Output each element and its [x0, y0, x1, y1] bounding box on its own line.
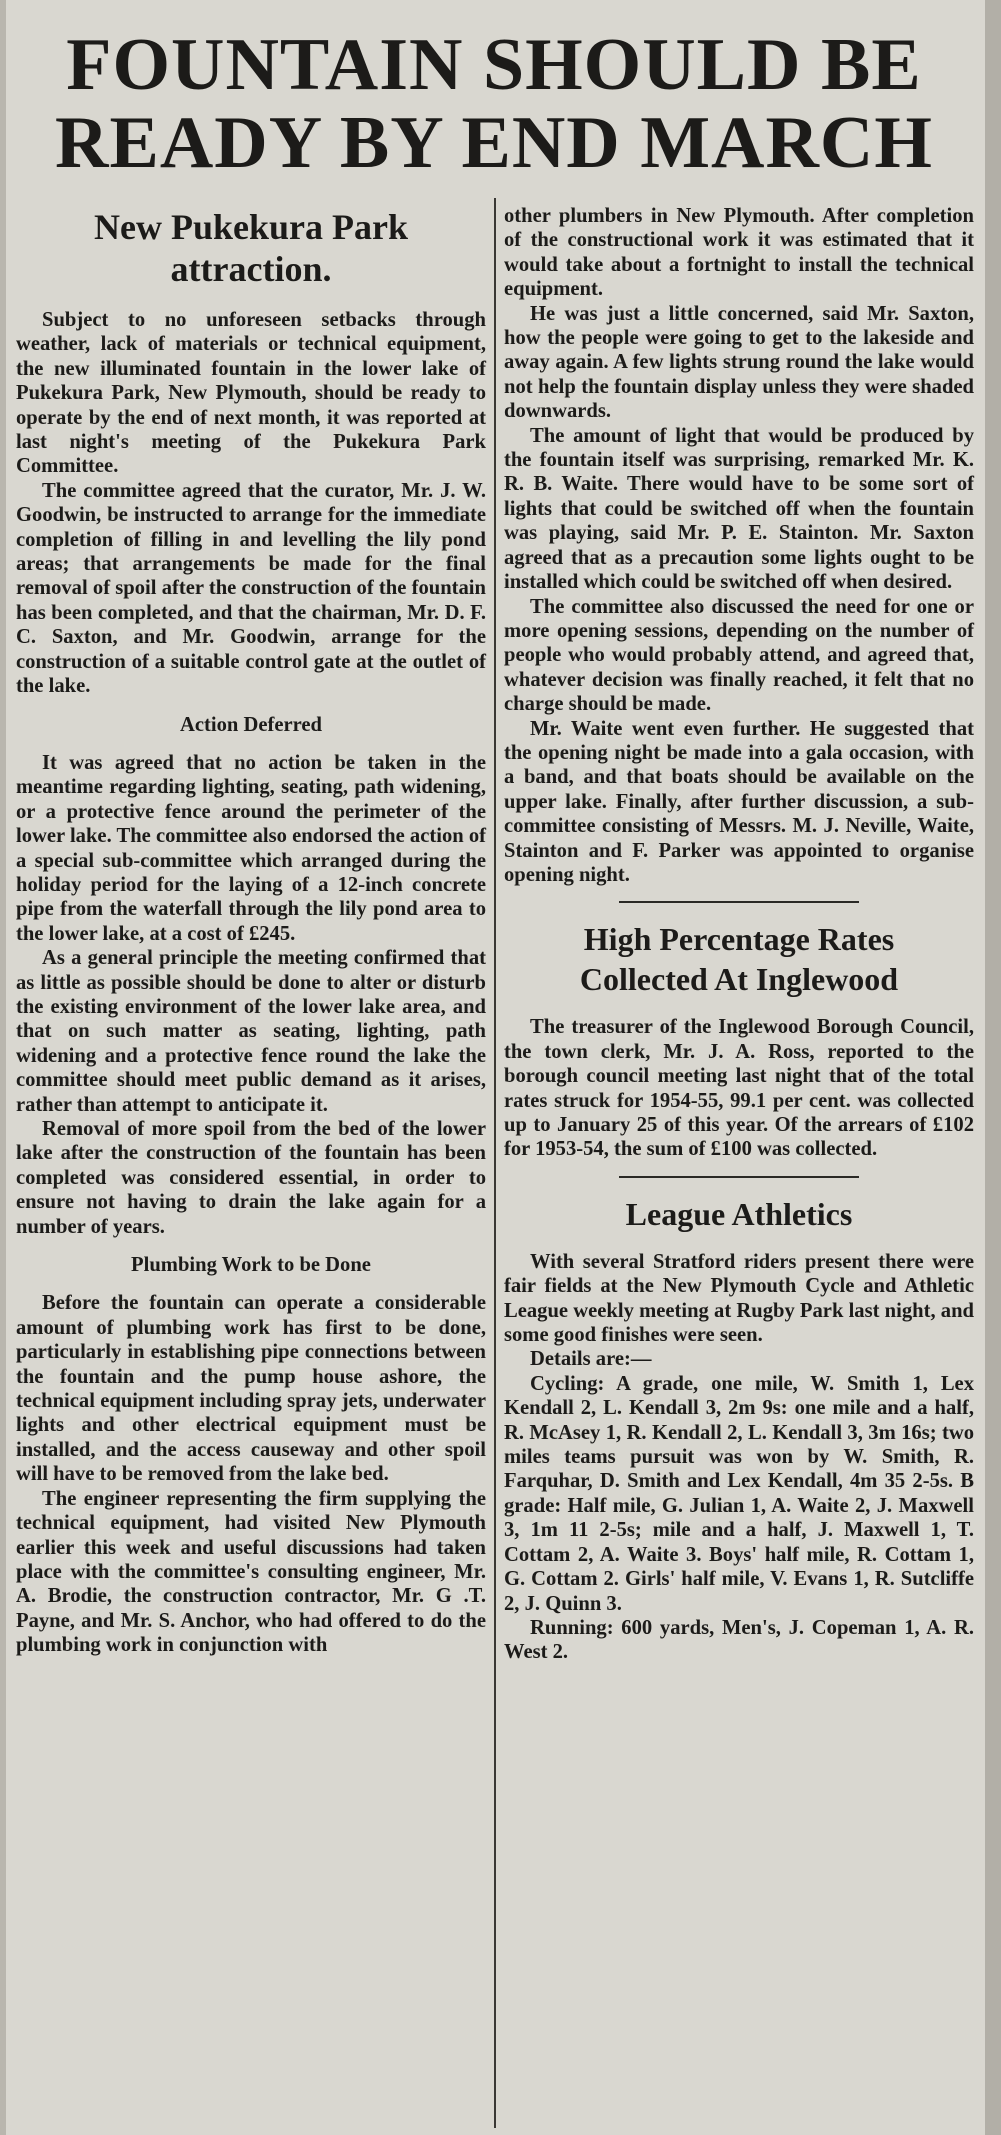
paragraph: Running: 600 yards, Men's, J. Copeman 1, A. R. West 2.	[504, 1616, 974, 1664]
inglewood-headline	[504, 919, 974, 999]
paragraph: Cycling: A grade, one mile, W. Smith 1, Lex Kendall 2, L. Kendall 3, 2m 9s: one mile and a half, R. McAsey 1, R. Kendall 2, L. Kendall 3, 3m 16s; two miles teams pursuit was won by W. Smith, R. Farquhar, D. Smith and Lex Kendall, 4m 35 2-5s. B grade: Half mile, G. Julian 1, A. Waite 2, J. Maxwell 3, 1m 11 2-5s; mile and a half, J. Maxwell 1, T. Cottam 2, A. Waite 3. Boys' half mile, R. Cottam 1, G. Cottam 2. Girls' half mile, V. Evans 1, R. Sutcliffe 2, J. Quinn 3.	[504, 1372, 974, 1615]
paragraph: As a general principle the meeting confirmed that as little as possible should be done to alter or disturb the existing environment of the lower lake area, and that on such matter as seating, lighting, path widening and a protective fence round the lake the committee should meet public demand as it arises, rather than attempt to anticipate it.	[16, 947, 486, 1116]
paragraph: Mr. Waite went even further. He suggested that the opening night be made into a gala occasion, with a band, and that boats should be available on the upper lake. Finally, after further discussion, a sub-committee consisting of Messrs. M. J. Neville, Waite, Stainton and F. Parker was appointed to organise opening night.	[504, 717, 974, 886]
inglewood-headline-line-1: High Percentage Rates	[583, 921, 895, 958]
section-heading-plumbing: Plumbing Work to be Done	[131, 1254, 371, 1277]
paragraph: Before the fountain can operate a considerable amount of plumbing work has first to be done, particularly in establishing pipe connections between the fountain and the pump house ashore, the technical equipment including spray jets, underwater lights and other electrical equipment must be installed, and the access causeway and other spoil will have to be removed from the lake bed.	[16, 1292, 486, 1486]
paragraph: Removal of more spoil from the bed of the lower lake after the construction of the fountain has been completed was considered essential, in order to ensure not having to drain the lake again for a number of years.	[16, 1118, 486, 1238]
left-column	[16, 206, 486, 1658]
article-separator	[619, 901, 859, 903]
paragraph: He was just a little concerned, said Mr. Saxton, how the people were going to get to the lakeside and away again. A few lights strung round the lake would not help the fountain display unless they were shaded downwards.	[504, 302, 974, 423]
paragraph: The treasurer of the Inglewood Borough Council, the town clerk, Mr. J. A. Ross, reported to the borough council meeting last night that of the total rates struck for 1954-55, 99.1 per cent. was collected up to January 25 of this year. Of the arrears of £102 for 1953-54, the sum of £100 was collected.	[504, 1016, 974, 1161]
page-edge-right	[985, 0, 1001, 2135]
paragraph: The committee also discussed the need for one or more opening sessions, depending on the number of people who would probably attend, and agreed that, whatever decision was finally reached, it felt that no charge should be made.	[504, 595, 974, 716]
paragraph: The committee agreed that the curator, Mr. J. W. Goodwin, be instructed to arrange for the immediate completion of filling in and levelling the lily pond areas; that arrangements be made for the final removal of spoil after the construction of the fountain has been completed, and that the chairman, Mr. D. F. C. Saxton, and Mr. Goodwin, arrange for the construction of a suitable control gate at the outlet of the lake.	[16, 479, 486, 698]
article-separator	[619, 1176, 859, 1178]
athletics-headline: League Athletics	[625, 1195, 853, 1232]
paragraph: other plumbers in New Plymouth. After completion of the constructional work it was estimated that it would take about a fortnight to install the technical equipment.	[504, 205, 974, 301]
paragraph: It was agreed that no action be taken in the meantime regarding lighting, seating, path widening, or a protective fence around the perimeter of the lower lake. The committee also endorsed the action of a special sub-committee which arranged during the holiday period for the laying of a 12-inch concrete pipe from the waterfall through the lily pond area to the lower lake, at a cost of £245.	[16, 751, 486, 945]
article-subhead	[16, 206, 486, 290]
headline-line-2: READY BY END MARCH	[55, 102, 933, 184]
paragraph: Details are:—	[530, 1348, 652, 1371]
paragraph: Subject to no unforeseen setbacks through weather, lack of materials or technical equipment, the new illuminated fountain in the lower lake of Pukekura Park, New Plymouth, should be ready to operate by the end of next month, it was reported at last night's meeting of the Pukekura Park Committee.	[16, 309, 486, 478]
section-heading-action-deferred: Action Deferred	[179, 713, 322, 736]
inglewood-headline-line-2: Collected At Inglewood	[579, 961, 899, 998]
paragraph: The engineer representing the firm supplying the technical equipment, had visited New Plymouth earlier this week and useful discussions had taken place with the committee's consulting engineer, Mr. A. Brodie, the construction contractor, Mr. G .T. Payne, and Mr. S. Anchor, who had offered to do the plumbing work in conjunction with	[16, 1487, 486, 1657]
subhead-line-2: attraction.	[170, 249, 332, 289]
main-headline	[14, 26, 974, 182]
right-column	[504, 204, 974, 1665]
page-edge-left	[0, 0, 6, 2135]
subhead-line-1: New Pukekura Park	[94, 207, 408, 247]
headline-line-1: FOUNTAIN SHOULD BE	[66, 24, 922, 106]
paragraph: The amount of light that would be produced by the fountain itself was surprising, remarked Mr. K. R. B. Waite. There would have to be some sort of lights that could be switched off when the fountain was playing, said Mr. P. E. Stainton. Mr. Saxton agreed that as a precaution some lights ought to be installed which could be switched off when desired.	[504, 424, 974, 594]
paragraph: With several Stratford riders present there were fair fields at the New Plymouth Cycle and Athletic League weekly meeting at Rugby Park last night, and some good finishes were seen.	[504, 1250, 974, 1347]
column-divider	[494, 198, 496, 2128]
